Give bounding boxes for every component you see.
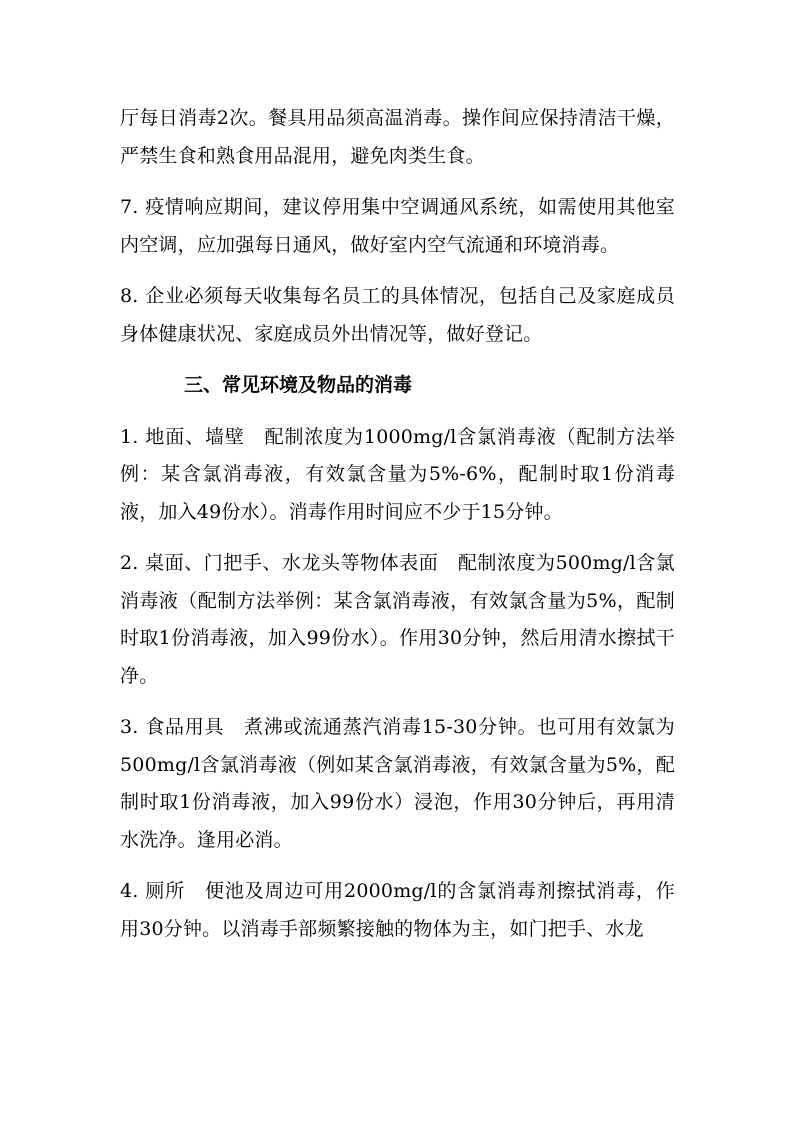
paragraph-continued: 厅每日消毒2次。餐具用品须高温消毒。操作间应保持清洁干燥，严禁生食和熟食用品混用，避免肉类生食。 [120, 107, 675, 167]
paragraph-item-7: 7. 疫情响应期间，建议停用集中空调通风系统，如需使用其他室内空调，应加强每日通风，做好室内空气流通和环境消毒。 [120, 196, 675, 256]
disinfection-item-floor-walls: 1. 地面、墙壁 配制浓度为1000mg/l含氯消毒液（配制方法举例：某含氯消毒液，有效氯含量为5%-6%，配制时取1份消毒液，加入49份水）。消毒作用时间应不少于15分钟。 [120, 425, 675, 523]
disinfection-item-surfaces: 2. 桌面、门把手、水龙头等物体表面 配制浓度为500mg/l含氯消毒液（配制方法举例：某含氯消毒液，有效氯含量为5%，配制时取1份消毒液，加入99份水）。作用30分钟，然后用清水擦拭干净。 [120, 552, 675, 687]
document-body [120, 100, 675, 962]
paragraph-item-8: 8. 企业必须每天收集每名员工的具体情况，包括自己及家庭成员身体健康状况、家庭成员外出情况等，做好登记。 [120, 285, 675, 345]
disinfection-item-food-utensils: 3. 食品用具 煮沸或流通蒸汽消毒15-30分钟。也可用有效氯为500mg/l含氯消毒液（例如某含氯消毒液，有效氯含量为5%，配制时取1份消毒液，加入99份水）浸泡，作用30分钟后，再用清水洗净。逢用必消。 [120, 716, 675, 851]
section-heading: 三、常见环境及物品的消毒 [184, 374, 413, 396]
disinfection-item-toilets: 4. 厕所 便池及周边可用2000mg/l的含氯消毒剂擦拭消毒，作用30分钟。以消毒手部频繁接触的物体为主，如门把手、水龙 [120, 880, 675, 940]
